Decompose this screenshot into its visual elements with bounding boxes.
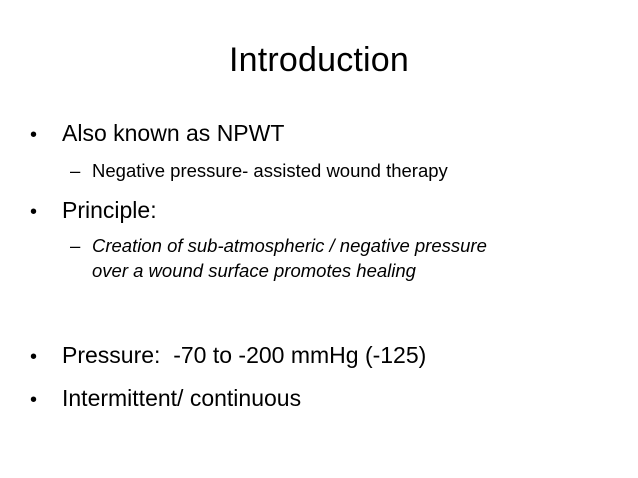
sub-bullet-text-line2: over a wound surface promotes healing	[92, 260, 416, 281]
bullet-dot-icon: •	[30, 124, 38, 146]
bullet-item	[30, 340, 426, 372]
slide-title: Introduction	[228, 41, 410, 79]
bullet-text: Principle:	[62, 197, 157, 223]
bullet-dot-icon: •	[30, 201, 38, 223]
bullet-item	[30, 195, 157, 227]
sub-bullet-dash-icon: –	[70, 160, 81, 181]
sub-bullet-text: Negative pressure- assisted wound therapy	[92, 160, 448, 181]
bullet-text: Also known as NPWT	[62, 120, 285, 146]
sub-bullet-text-line1: Creation of sub-atmospheric / negative pressure	[92, 235, 487, 256]
bullet-text: Intermittent/ continuous	[62, 385, 302, 411]
bullet-text: Pressure: -70 to -200 mmHg (-125)	[62, 342, 427, 368]
sub-bullet-item	[70, 158, 448, 183]
bullet-item	[30, 383, 301, 415]
bullet-dot-icon: •	[30, 346, 38, 368]
bullet-item	[30, 118, 284, 150]
sub-bullet-item	[70, 233, 487, 283]
bullet-dot-icon: •	[30, 389, 38, 411]
sub-bullet-dash-icon: –	[70, 235, 81, 256]
